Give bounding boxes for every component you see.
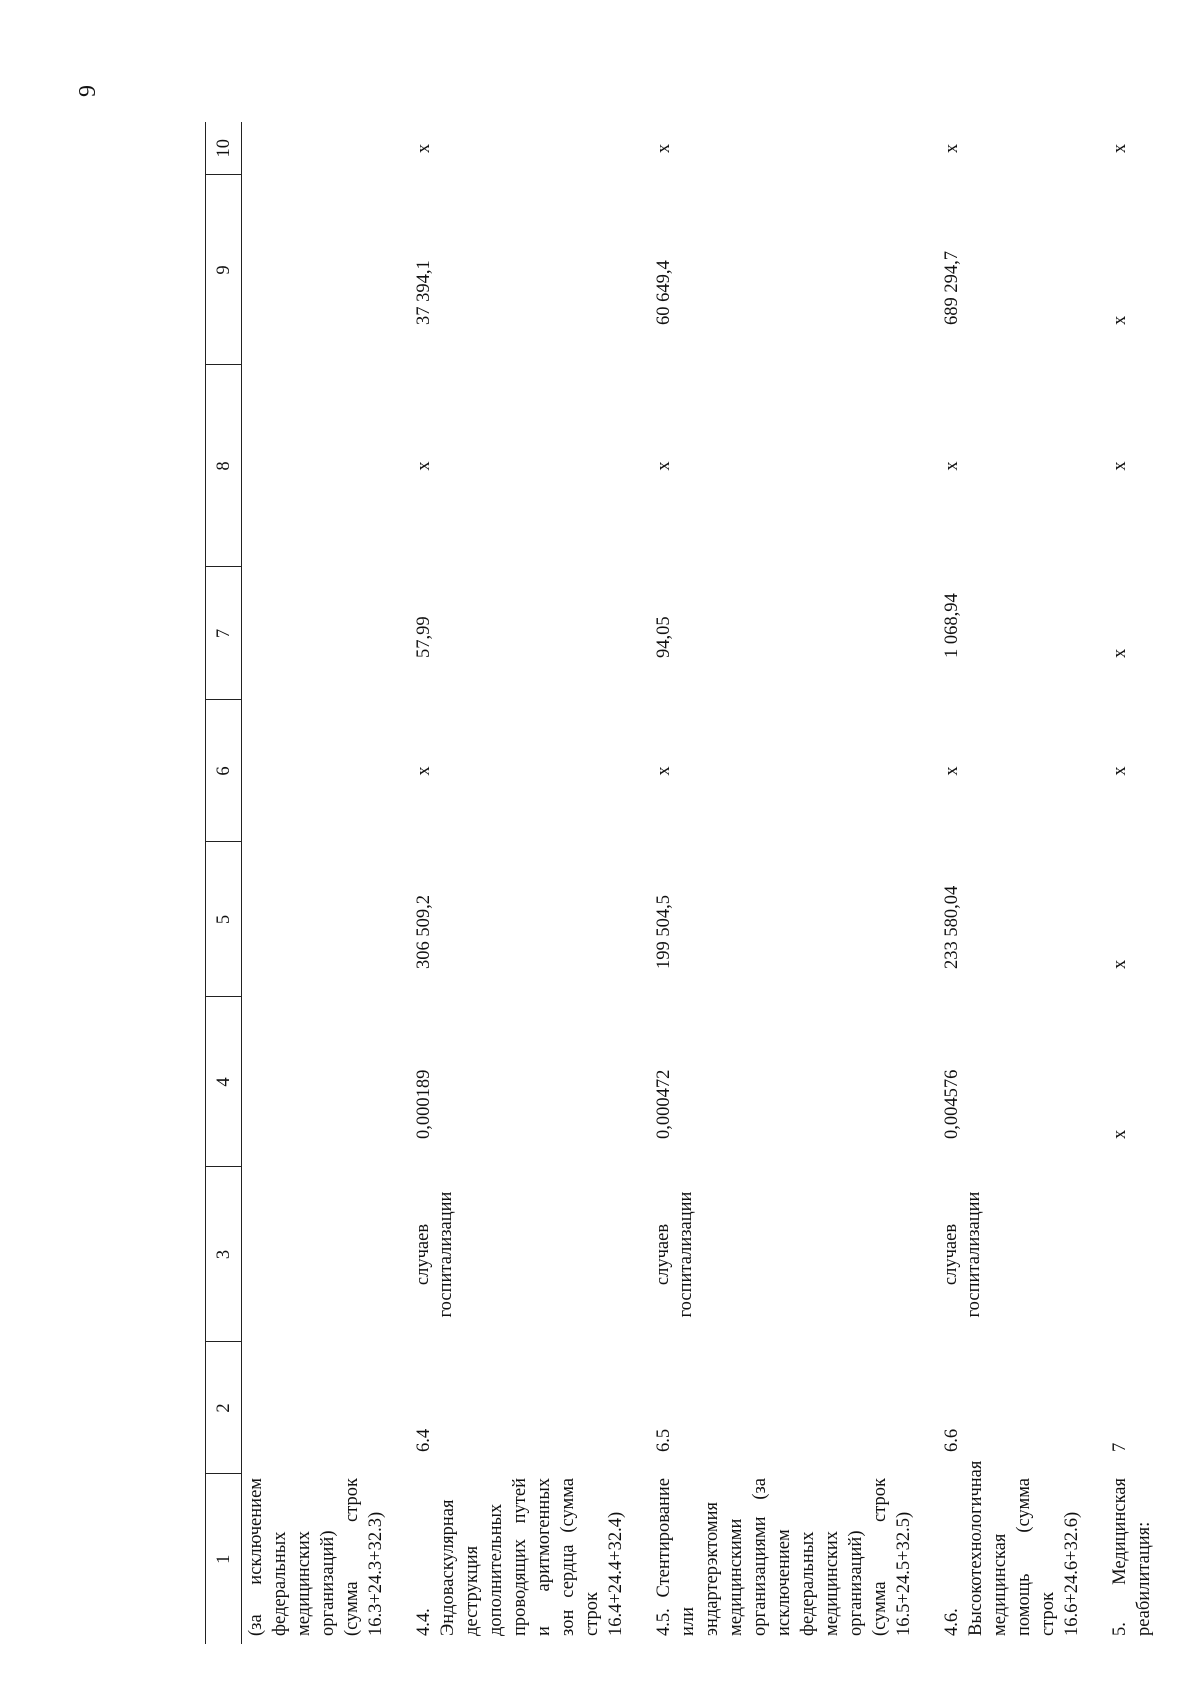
value-cell: 1 068,94 (942, 593, 962, 658)
line-number-cell: 7 (1110, 1442, 1130, 1452)
value-cell: 94,05 (654, 616, 674, 658)
value-cell: 689 294,7 (942, 251, 962, 325)
column-header: 10 (206, 122, 242, 175)
value-cell: x (1110, 1129, 1130, 1139)
column-header: 8 (206, 365, 242, 567)
value-cell (242, 122, 403, 175)
value-cell (242, 365, 403, 567)
column-header: 4 (206, 997, 242, 1167)
line-number-cell: 6.4 (414, 1428, 434, 1452)
value-cell: 0,000189 (414, 1069, 434, 1139)
value-cell: 0,004576 (942, 1069, 962, 1139)
unit-cell: случаев госпитализации (941, 1191, 984, 1318)
column-header: 3 (206, 1167, 242, 1342)
value-cell: 0,000472 (654, 1069, 674, 1139)
table-row (402, 122, 642, 1644)
value-cell: 233 580,04 (942, 885, 962, 969)
column-header: 5 (206, 842, 242, 997)
table-row (242, 122, 403, 1644)
table-row (930, 122, 1098, 1644)
value-cell: 306 509,2 (414, 895, 434, 969)
value-cell: x (414, 461, 434, 471)
column-header: 6 (206, 700, 242, 842)
value-cell: x (414, 143, 434, 154)
value-cell: x (1110, 766, 1130, 776)
header-row (206, 122, 242, 1644)
column-header: 7 (206, 567, 242, 700)
row-name-cell: 4.4. Эндоваскулярная деструкция дополнительных проводящих путей и аритмогенных зон сердца (сумма строк 16.4+24.4+32.4) (414, 1478, 626, 1636)
table-row (1098, 122, 1170, 1644)
row-name-cell: 5. Медицинская реабилитация: (1110, 1478, 1154, 1636)
row-name-cell: 4.6. Высокотехнологичная медицинская помощь (сумма строк 16.6+24.6+32.6) (942, 1460, 1082, 1636)
column-header: 9 (206, 175, 242, 365)
unit-cell: случаев госпитализации (653, 1191, 696, 1318)
row-name-cell: (за исключением федеральных медицинских организаций) (сумма строк 16.3+24.3+32.3) (246, 1478, 386, 1636)
value-cell: x (654, 766, 674, 776)
table-row (642, 122, 930, 1644)
page-number: 9 (75, 85, 101, 97)
column-header: 1 (206, 1474, 242, 1644)
value-cell (242, 997, 403, 1167)
value-cell: x (1110, 648, 1130, 658)
line-number-cell: 6.6 (942, 1428, 962, 1452)
row-name-cell: 4.5. Стентирование или эндартерэктомия медицинскими организациями (за исключением федеральных медицинских организаций) (сумма строк 16.5+24.5+32.5) (654, 1478, 914, 1636)
value-cell: 199 504,5 (654, 895, 674, 969)
value-cell (242, 842, 403, 997)
value-cell (242, 700, 403, 842)
value-cell: x (1110, 315, 1130, 325)
value-cell: x (1110, 959, 1130, 969)
value-cell: 57,99 (414, 616, 434, 658)
line-number-cell: 6.5 (654, 1428, 674, 1452)
unit-cell (1098, 1167, 1170, 1342)
value-cell: x (654, 461, 674, 471)
value-cell: x (942, 143, 962, 154)
value-cell: x (414, 766, 434, 776)
value-cell: x (1110, 143, 1130, 154)
value-cell: x (942, 461, 962, 471)
column-header: 2 (206, 1342, 242, 1474)
value-cell: x (1110, 461, 1130, 471)
value-cell (242, 567, 403, 700)
value-cell (242, 175, 403, 365)
value-cell: 37 394,1 (414, 260, 434, 325)
line-number-cell (242, 1342, 403, 1474)
data-table (205, 122, 1170, 1644)
unit-cell: случаев госпитализации (413, 1191, 456, 1318)
value-cell: x (654, 143, 674, 154)
value-cell: x (942, 766, 962, 776)
unit-cell (242, 1167, 403, 1342)
value-cell: 60 649,4 (654, 260, 674, 325)
